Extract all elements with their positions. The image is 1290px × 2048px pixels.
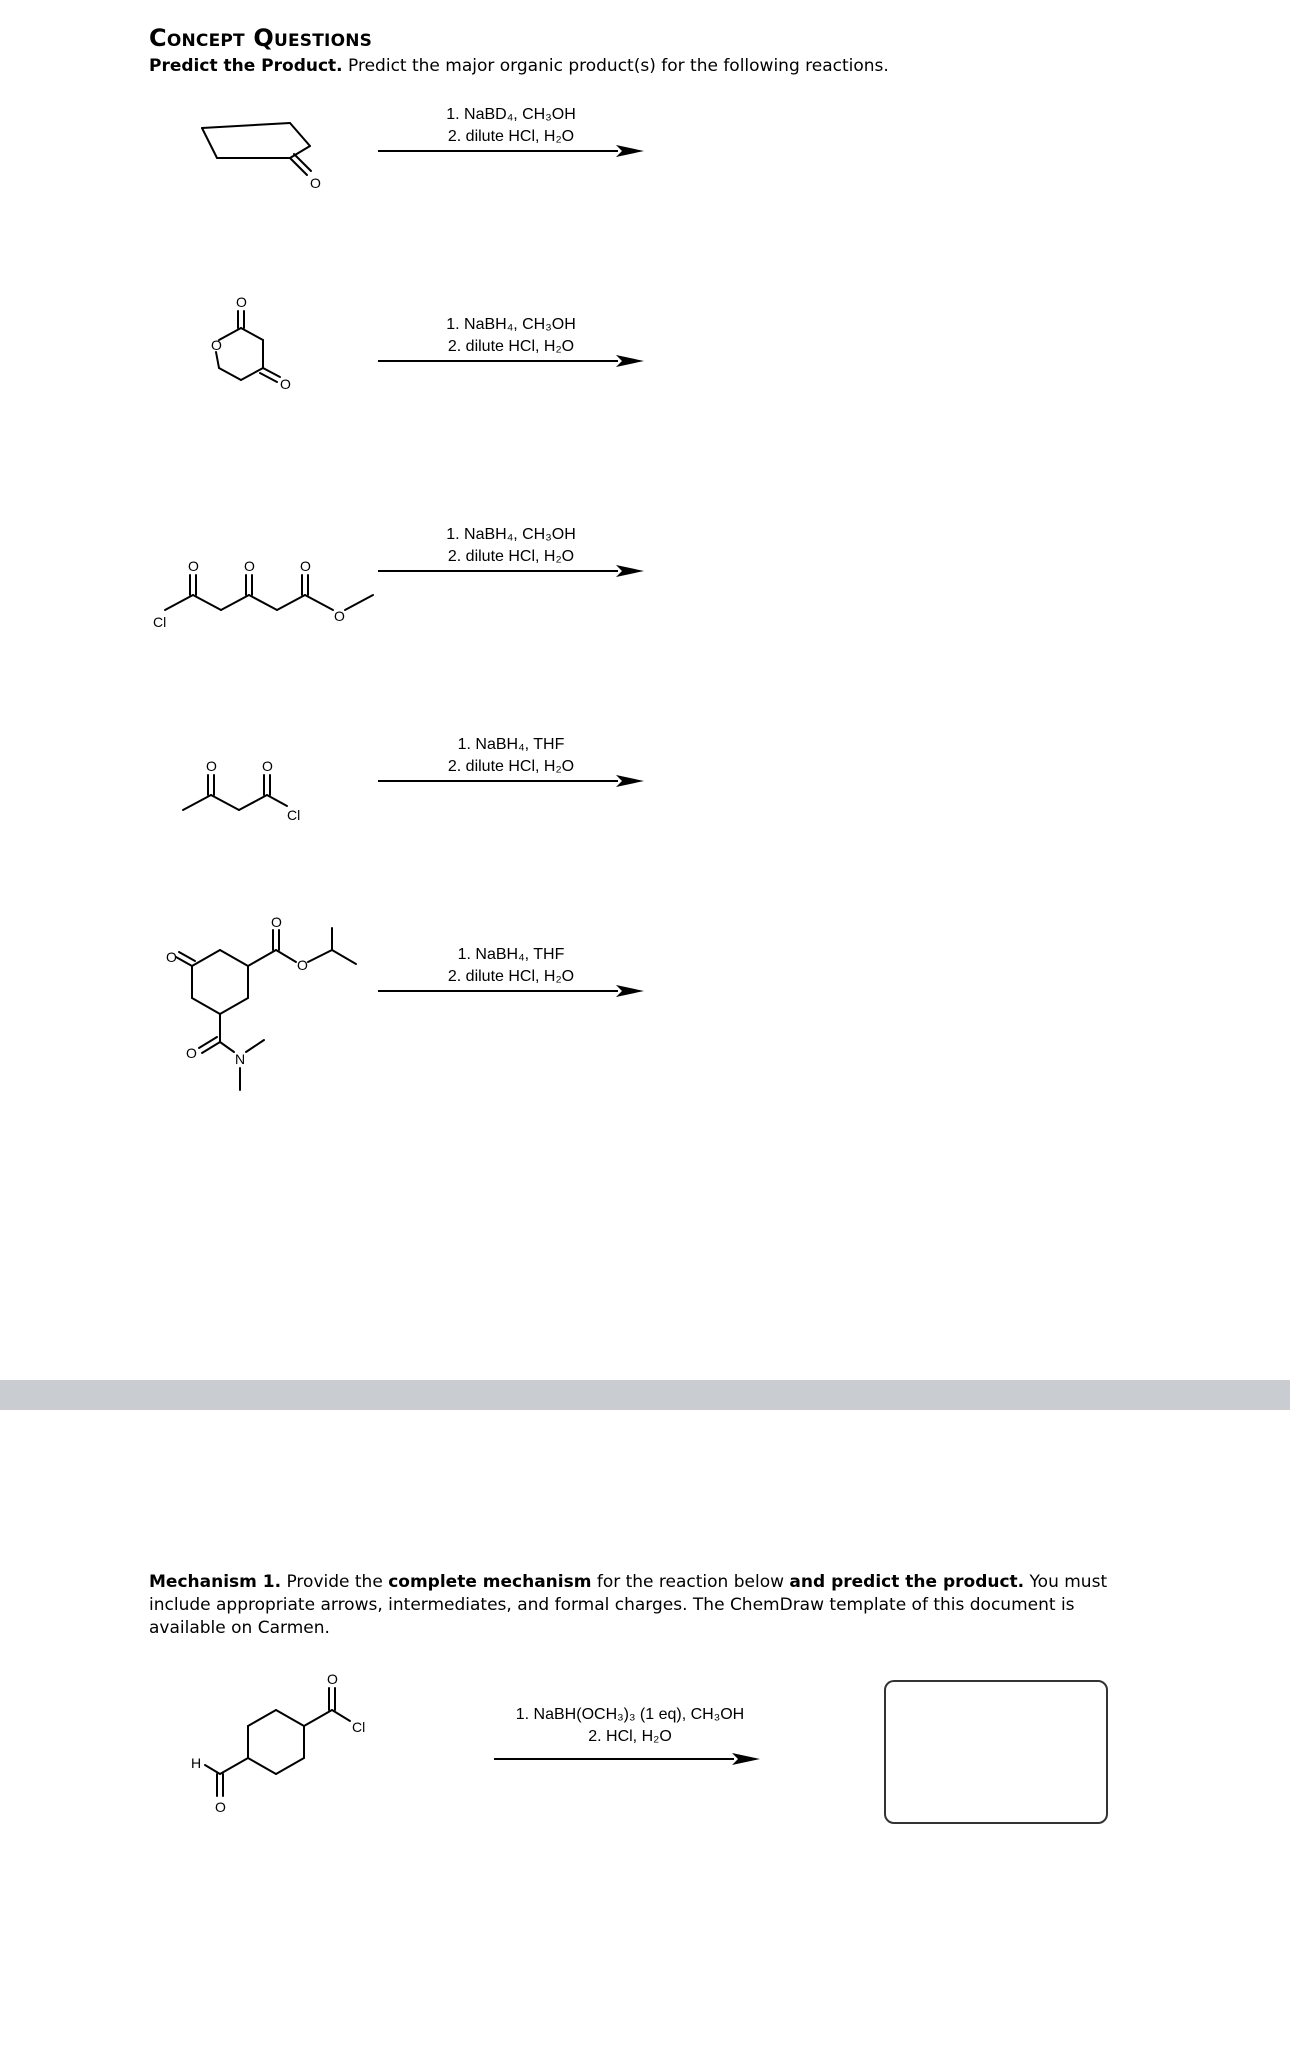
mechanism-instructions (149, 1571, 1109, 1640)
condition-step-2: 2. dilute HCl, H₂O (447, 758, 575, 775)
reaction-arrow (494, 1752, 762, 1766)
reaction-conditions (380, 524, 642, 568)
reaction-conditions (380, 314, 642, 358)
reaction-conditions (380, 734, 642, 778)
reaction-arrow (378, 984, 646, 998)
condition-step-1: 1. NaBH₄, CH₃OH (446, 316, 576, 333)
atom-label: Cl (352, 1719, 366, 1735)
section-title: Concept Questions (149, 24, 373, 52)
reaction-arrow (378, 774, 646, 788)
reactant-ketone-acyl-chloride (175, 740, 325, 830)
reaction-conditions (495, 1704, 765, 1748)
condition-step-2: 2. dilute HCl, H₂O (447, 128, 575, 145)
mechanism-emphasis: complete mechanism (388, 1572, 592, 1592)
atom-label: Cl (287, 807, 301, 823)
mechanism-text: for the reaction below (591, 1572, 790, 1592)
condition-step-2: 2. dilute HCl, H₂O (447, 338, 575, 355)
atom-label: O (244, 558, 255, 574)
condition-step-2: 2. dilute HCl, H₂O (447, 548, 575, 565)
instructions (149, 56, 1249, 76)
instructions-bold: Predict the Product. (149, 56, 343, 76)
atom-label: O (186, 1045, 197, 1061)
atom-label: O (280, 376, 291, 392)
mechanism-emphasis: and predict the product. (789, 1572, 1025, 1592)
atom-label: O (215, 1799, 226, 1815)
reactant-acyl-chloride-ester (145, 540, 385, 630)
atom-label: O (188, 558, 199, 574)
condition-step-1: 1. NaBH₄, CH₃OH (446, 526, 576, 543)
atom-label: O (327, 1671, 338, 1687)
atom-label: O (166, 949, 177, 965)
condition-step-2: 2. HCl, H₂O (588, 1728, 672, 1745)
atom-label: O (211, 337, 222, 353)
reaction-arrow (378, 354, 646, 368)
product-answer-box[interactable] (884, 1680, 1108, 1824)
condition-step-1: 1. NaBH(OCH₃)₃ (1 eq), CH₃OH (515, 1706, 745, 1723)
atom-label: O (300, 558, 311, 574)
atom-label: O (297, 957, 308, 973)
atom-label: Cl (153, 614, 167, 630)
page-divider (0, 1380, 1290, 1410)
atom-label: O (310, 175, 321, 191)
condition-step-1: 1. NaBH₄, THF (457, 736, 565, 753)
reaction-arrow (378, 144, 646, 158)
atom-label: O (271, 914, 282, 930)
atom-label: N (235, 1051, 246, 1067)
reactant-cyclohexanone (190, 108, 360, 198)
atom-label: O (236, 294, 247, 310)
atom-label: O (206, 758, 217, 774)
atom-label: H (191, 1755, 202, 1771)
atom-label: O (334, 608, 345, 624)
condition-step-1: 1. NaBH₄, THF (457, 946, 565, 963)
reactant-aldehyde-acyl-chloride (175, 1668, 405, 1848)
reaction-conditions (380, 944, 642, 988)
condition-step-1: 1. NaBD₄, CH₃OH (446, 106, 576, 123)
reactant-lactone (190, 280, 320, 410)
atom-label: O (262, 758, 273, 774)
mechanism-text: You must include appropriate arrows, intermediates, and formal charges. The ChemDraw template of this document is available on Carmen. (149, 1572, 1108, 1638)
condition-step-2: 2. dilute HCl, H₂O (447, 968, 575, 985)
mechanism-text: Provide the (281, 1572, 389, 1592)
reactant-keto-ester-amide (150, 914, 380, 1130)
instructions-text: Predict the major organic product(s) for the following reactions. (348, 56, 889, 76)
reaction-arrow (378, 564, 646, 578)
reaction-conditions (380, 104, 642, 148)
mechanism-label: Mechanism 1. (149, 1572, 282, 1592)
